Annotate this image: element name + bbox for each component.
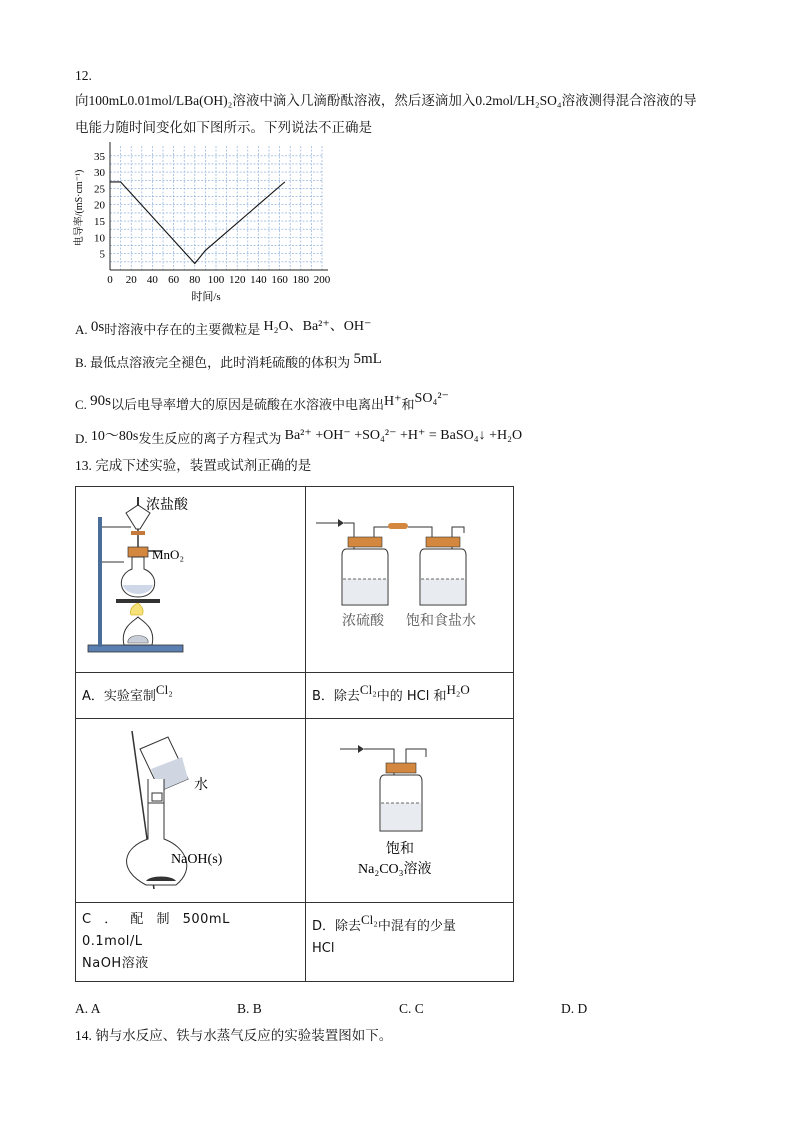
option-c: C. 90s以后电导率增大的原因是硫酸在水溶液中电离出H⁺和SO₄²⁻ — [75, 391, 449, 412]
label-saturated-brine: 饱和食盐水 — [406, 614, 476, 629]
label-mno2: MnO₂ — [152, 547, 184, 562]
label-conc-h2so4: 浓硫酸 — [342, 614, 384, 629]
y-tick-label: 5 — [99, 248, 105, 261]
answer-d: D. D — [561, 1001, 588, 1016]
x-tick-label: 40 — [146, 274, 158, 286]
x-tick-label: 200 — [313, 274, 331, 286]
y-tick-label: 10 — [94, 232, 105, 245]
y-tick-label: 15 — [94, 216, 105, 229]
chart-xlabel: 时间/s — [191, 291, 221, 303]
x-tick-label: 60 — [168, 274, 180, 286]
label-conc-hcl: 浓盐酸 — [146, 498, 188, 513]
conductivity-chart — [70, 140, 340, 305]
gas-washing-bottle-diagram — [306, 719, 513, 897]
label-naoh-solid: NaOH(s) — [171, 852, 223, 867]
answer-a: A. A — [75, 1001, 101, 1016]
chlorine-generator-diagram — [76, 487, 305, 667]
cell-c-caption: C ． 配 制 500mL 0.1mol/L NaOH溶液 — [76, 903, 306, 982]
answer-c: C. C — [399, 1001, 424, 1016]
y-tick-label: 35 — [94, 150, 105, 163]
x-tick-label: 0 — [107, 274, 113, 286]
y-tick-label: 25 — [94, 183, 105, 196]
question-14-stem: 14. 钠与水反应、铁与水蒸气反应的实验装置图如下。 — [75, 1028, 393, 1043]
option-d: D. 10～80s发生反应的离子方程式为 Ba²⁺ +OH⁻ +SO₄²⁻ +H⁺ = BaSO₄↓ +H₂O — [75, 428, 523, 446]
chart-ylabel: 电导率/(mS·cm⁻¹) — [74, 169, 85, 247]
cell-d-image — [306, 719, 514, 903]
option-b: B. 最低点溶液完全褪色，此时消耗硫酸的体积为 5mL — [75, 351, 382, 370]
x-tick-label: 160 — [271, 274, 288, 286]
answer-b: B. B — [237, 1001, 262, 1016]
y-tick-label: 20 — [94, 199, 105, 212]
cell-a-caption: A．实验室制Cl₂ — [76, 673, 306, 719]
cell-d-caption: D．除去Cl₂中混有的少量 HCl — [306, 903, 514, 982]
option-a: A. 0s时溶液中存在的主要微粒是 H₂O、Ba²⁺、OH⁻ — [75, 319, 372, 337]
chart-ticks — [94, 151, 331, 286]
question-13-stem: 13. 完成下述实验，装置或试剂正确的是 — [75, 458, 312, 473]
question-stem-line1: 向100mL0.01mol/LBa(OH)₂溶液中滴入几滴酚酞溶液，然后逐滴加入0.2mol/LH₂SO₄溶液测得混合溶液的导 — [75, 93, 697, 108]
cell-c-image — [76, 719, 306, 903]
chart-grid — [110, 146, 322, 270]
x-tick-label: 180 — [292, 274, 310, 286]
x-tick-label: 140 — [250, 274, 267, 286]
y-tick-label: 30 — [94, 167, 105, 180]
label-na2co3-solution: Na₂CO₃溶液 — [358, 862, 432, 877]
cell-b-image — [306, 487, 514, 673]
x-tick-label: 100 — [207, 274, 225, 286]
cell-a-image — [76, 487, 306, 673]
x-tick-label: 20 — [125, 274, 137, 286]
gas-washing-bottles-diagram — [306, 487, 513, 667]
x-tick-label: 80 — [189, 274, 201, 286]
experiment-table — [75, 486, 514, 982]
label-water: 水 — [194, 778, 208, 793]
label-saturated: 饱和 — [386, 842, 414, 857]
x-tick-label: 120 — [228, 274, 246, 286]
cell-b-caption: B．除去Cl₂中的 HCl 和H₂O — [306, 673, 514, 719]
volumetric-flask-diagram — [76, 719, 305, 897]
question-stem-line2: 电能力随时间变化如下图所示。下列说法不正确是 — [75, 120, 372, 135]
question-number: 12. — [75, 68, 92, 83]
